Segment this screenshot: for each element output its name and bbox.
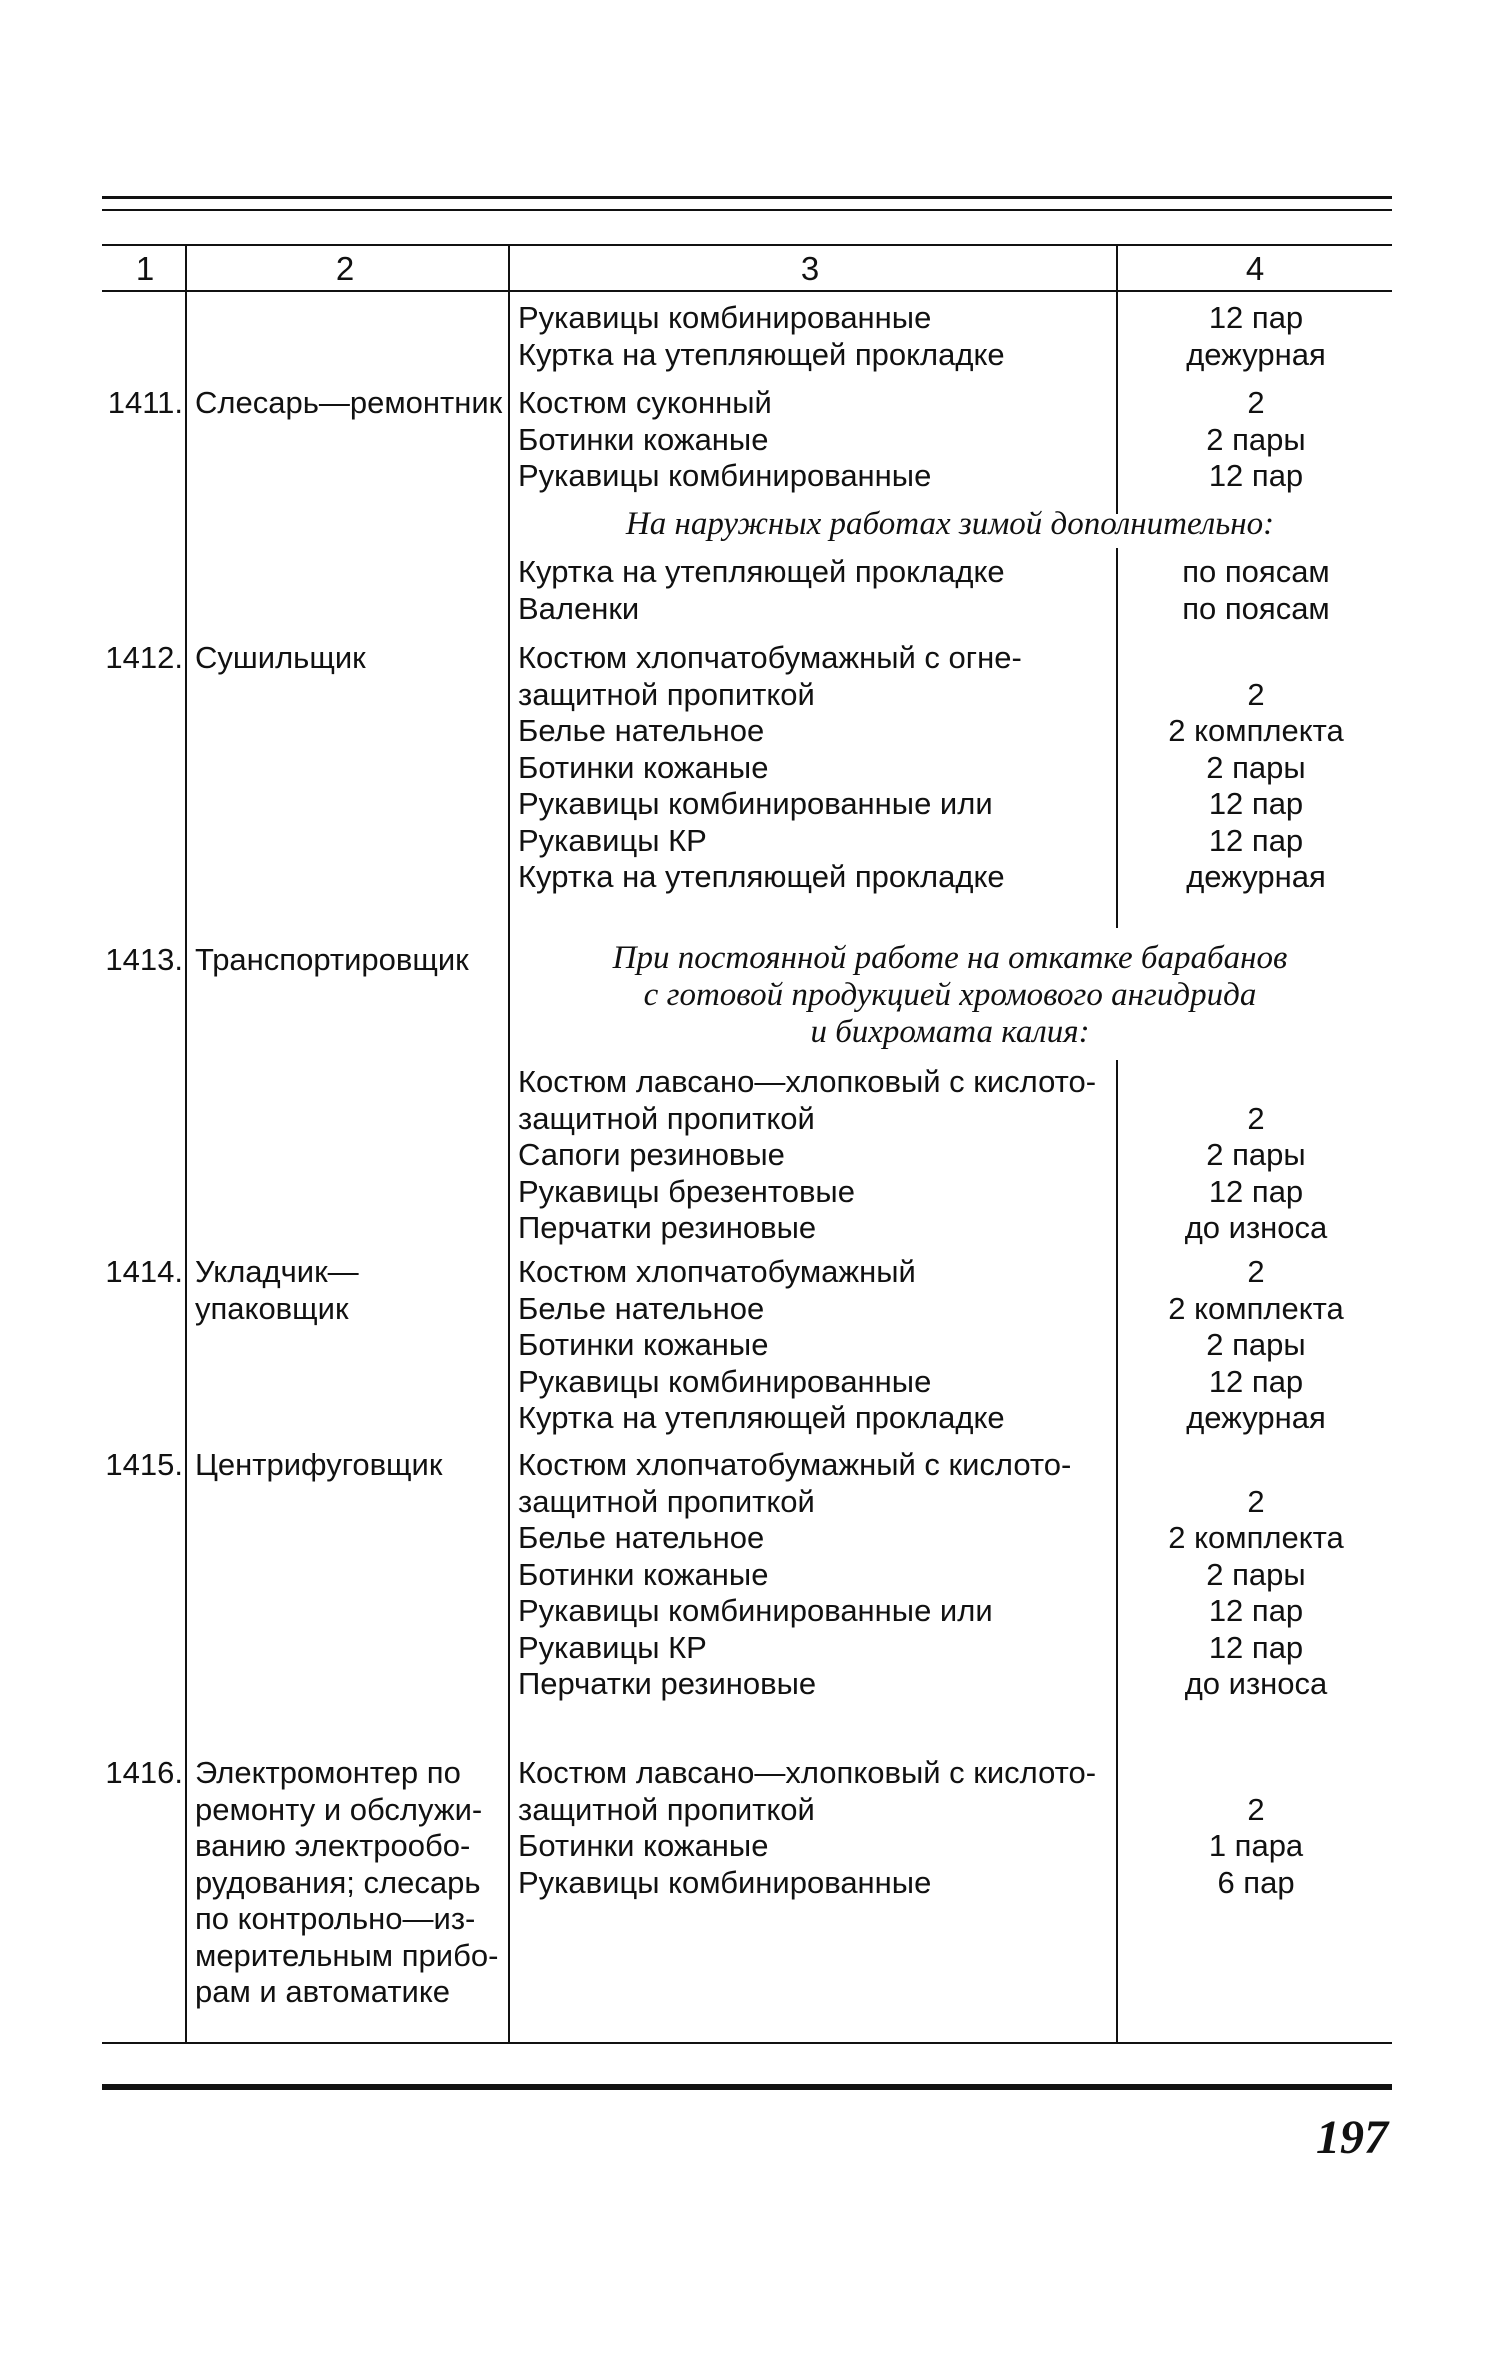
column-divider-2 xyxy=(508,244,510,2044)
page-number: 197 xyxy=(1316,2111,1388,2164)
occupation-cell: Укладчик— упаковщик xyxy=(195,1254,359,1326)
norms-cell: 2 1 пара 6 пар xyxy=(1208,1791,1304,1900)
items-cell: Костюм лавсано—хлопковый с кислото- защитной пропиткой Ботинки кожаные Рукавицы комбинированные xyxy=(518,1755,1097,1900)
row-number: 1411. xyxy=(107,385,183,420)
norms-cell: 2 2 пары 12 пар до износа xyxy=(1184,1100,1328,1245)
occupation-cell: Транспортировщик xyxy=(195,942,469,977)
table-note: На наружных работах зимой дополнительно: xyxy=(625,506,1275,542)
norms-cell: по поясам по поясам xyxy=(1182,554,1330,626)
norms-cell: 2 2 комплекта 2 пары 12 пар 12 пар до износа xyxy=(1168,1483,1344,1701)
footer-rule-thick xyxy=(102,2084,1392,2090)
row-number: 1413. xyxy=(105,942,183,977)
items-cell: Костюм суконный Ботинки кожаные Рукавицы комбинированные xyxy=(518,385,932,493)
row-number: 1415. xyxy=(105,1447,183,1482)
items-cell: Костюм хлопчатобумажный с огне- защитной пропиткой Белье нательное Ботинки кожаные Рукавицы комбинированные или Рукавицы КР Куртка на утепляющей прокладке xyxy=(518,640,1022,894)
items-cell: Костюм хлопчатобумажный Белье нательное Ботинки кожаные Рукавицы комбинированные Куртка на утепляющей прокладке xyxy=(518,1254,1005,1435)
top-rule-thin xyxy=(102,209,1392,211)
norms-cell: 2 2 комплекта 2 пары 12 пар 12 пар дежурная xyxy=(1168,676,1344,894)
header-bottom-rule xyxy=(102,290,1392,292)
occupation-cell: Электромонтер по ремонту и обслужи- ванию электрообо- рудования; слесарь по контрольно—из- мерительным прибо- рам и автоматике xyxy=(195,1755,499,2009)
norms-cell: 2 2 пары 12 пар xyxy=(1206,385,1306,493)
items-cell: Костюм лавсано—хлопковый с кислото- защитной пропиткой Сапоги резиновые Рукавицы брезентовые Перчатки резиновые xyxy=(518,1064,1097,1245)
occupation-cell: Слесарь—ремонтник xyxy=(195,385,503,420)
column-header-3: 3 xyxy=(800,250,820,287)
header-top-rule xyxy=(102,244,1392,246)
column-header-2: 2 xyxy=(335,250,355,287)
column-header-4: 4 xyxy=(1245,250,1265,287)
norms-cell: 2 2 комплекта 2 пары 12 пар дежурная xyxy=(1168,1254,1344,1435)
table-bottom-rule xyxy=(102,2042,1392,2044)
occupation-cell: Центрифуговщик xyxy=(195,1447,443,1482)
occupation-cell: Сушильщик xyxy=(195,640,366,675)
top-rule-thick xyxy=(102,196,1392,199)
norms-cell: 12 пар дежурная xyxy=(1186,300,1326,372)
table-note: При постоянной работе на откатке барабанов с готовой продукцией хромового ангидрида и бихромата калия: xyxy=(612,940,1288,1050)
items-cell: Куртка на утепляющей прокладке Валенки xyxy=(518,554,1005,626)
row-number: 1414. xyxy=(105,1254,183,1289)
items-cell: Костюм хлопчатобумажный с кислото- защитной пропиткой Белье нательное Ботинки кожаные Рукавицы комбинированные или Рукавицы КР Перчатки резиновые xyxy=(518,1447,1072,1701)
items-cell: Рукавицы комбинированные Куртка на утепляющей прокладке xyxy=(518,300,1005,372)
row-number: 1412. xyxy=(105,640,183,675)
column-header-1: 1 xyxy=(135,250,155,287)
column-divider-1 xyxy=(185,244,187,2044)
row-number: 1416. xyxy=(105,1755,183,1790)
